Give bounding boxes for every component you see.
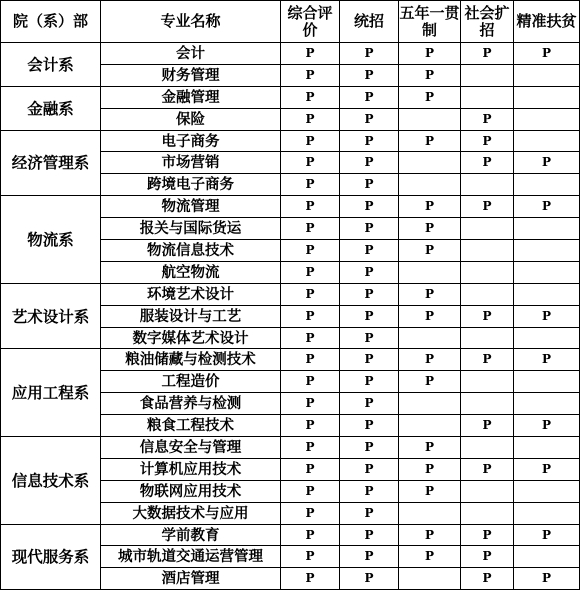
mark-cell: P xyxy=(340,349,399,371)
mark-cell: P xyxy=(340,437,399,459)
header-major: 专业名称 xyxy=(101,1,281,43)
mark-cell: P xyxy=(461,305,514,327)
mark-cell: P xyxy=(461,568,514,590)
mark-cell: P xyxy=(514,196,580,218)
mark-cell xyxy=(399,108,461,130)
mark-cell: P xyxy=(399,196,461,218)
department-cell: 经济管理系 xyxy=(1,130,101,196)
mark-cell xyxy=(461,502,514,524)
major-cell: 航空物流 xyxy=(101,261,281,283)
mark-cell: P xyxy=(399,305,461,327)
major-cell: 物流管理 xyxy=(101,196,281,218)
table-row xyxy=(1,437,580,459)
mark-cell xyxy=(461,371,514,393)
mark-cell xyxy=(514,480,580,502)
department-cell: 应用工程系 xyxy=(1,349,101,437)
table-row xyxy=(1,130,580,152)
mark-cell: P xyxy=(461,524,514,546)
mark-cell: P xyxy=(514,305,580,327)
table-header xyxy=(1,1,580,43)
mark-cell: P xyxy=(461,546,514,568)
mark-cell xyxy=(461,393,514,415)
mark-cell: P xyxy=(399,371,461,393)
mark-cell: P xyxy=(340,458,399,480)
table-row xyxy=(1,196,580,218)
major-cell: 电子商务 xyxy=(101,130,281,152)
mark-cell: P xyxy=(281,393,340,415)
header-comprehensive-eval: 综合评价 xyxy=(281,1,340,43)
mark-cell: P xyxy=(281,261,340,283)
mark-cell xyxy=(461,283,514,305)
mark-cell: P xyxy=(399,524,461,546)
mark-cell xyxy=(514,108,580,130)
mark-cell: P xyxy=(340,415,399,437)
mark-cell xyxy=(399,502,461,524)
mark-cell: P xyxy=(340,86,399,108)
mark-cell: P xyxy=(340,218,399,240)
mark-cell: P xyxy=(399,218,461,240)
mark-cell: P xyxy=(514,152,580,174)
mark-cell xyxy=(461,218,514,240)
major-cell: 信息安全与管理 xyxy=(101,437,281,459)
mark-cell: P xyxy=(514,524,580,546)
mark-cell: P xyxy=(340,393,399,415)
department-cell: 信息技术系 xyxy=(1,437,101,525)
major-cell: 大数据技术与应用 xyxy=(101,502,281,524)
mark-cell: P xyxy=(281,480,340,502)
mark-cell xyxy=(514,130,580,152)
major-cell: 保险 xyxy=(101,108,281,130)
mark-cell: P xyxy=(399,283,461,305)
mark-cell: P xyxy=(461,108,514,130)
mark-cell: P xyxy=(340,240,399,262)
table-body xyxy=(1,43,580,590)
department-cell: 现代服务系 xyxy=(1,524,101,590)
mark-cell: P xyxy=(281,218,340,240)
mark-cell: P xyxy=(461,130,514,152)
mark-cell: P xyxy=(281,524,340,546)
mark-cell: P xyxy=(281,349,340,371)
mark-cell: P xyxy=(281,86,340,108)
header-dept: 院（系）部 xyxy=(1,1,101,43)
mark-cell xyxy=(461,240,514,262)
major-cell: 服装设计与工艺 xyxy=(101,305,281,327)
mark-cell: P xyxy=(281,152,340,174)
mark-cell: P xyxy=(340,327,399,349)
major-cell: 环境艺术设计 xyxy=(101,283,281,305)
mark-cell xyxy=(514,393,580,415)
major-cell: 物流信息技术 xyxy=(101,240,281,262)
mark-cell xyxy=(514,546,580,568)
mark-cell: P xyxy=(340,152,399,174)
mark-cell xyxy=(514,64,580,86)
major-cell: 城市轨道交通运营管理 xyxy=(101,546,281,568)
mark-cell: P xyxy=(281,327,340,349)
mark-cell: P xyxy=(514,415,580,437)
mark-cell: P xyxy=(281,458,340,480)
major-cell: 工程造价 xyxy=(101,371,281,393)
header-social-expansion: 社会扩招 xyxy=(461,1,514,43)
mark-cell: P xyxy=(461,43,514,65)
mark-cell xyxy=(399,568,461,590)
mark-cell: P xyxy=(399,480,461,502)
mark-cell: P xyxy=(281,240,340,262)
mark-cell: P xyxy=(461,152,514,174)
major-cell: 数字媒体艺术设计 xyxy=(101,327,281,349)
mark-cell xyxy=(461,437,514,459)
mark-cell xyxy=(399,152,461,174)
mark-cell: P xyxy=(399,64,461,86)
mark-cell: P xyxy=(340,196,399,218)
major-cell: 酒店管理 xyxy=(101,568,281,590)
mark-cell: P xyxy=(340,130,399,152)
mark-cell: P xyxy=(281,174,340,196)
mark-cell xyxy=(514,327,580,349)
mark-cell: P xyxy=(461,196,514,218)
department-cell: 金融系 xyxy=(1,86,101,130)
mark-cell: P xyxy=(340,524,399,546)
mark-cell: P xyxy=(514,458,580,480)
mark-cell: P xyxy=(281,546,340,568)
table-row xyxy=(1,86,580,108)
mark-cell xyxy=(461,327,514,349)
mark-cell: P xyxy=(281,415,340,437)
header-poverty-targeted: 精准扶贫 xyxy=(514,1,580,43)
mark-cell xyxy=(461,64,514,86)
mark-cell: P xyxy=(399,349,461,371)
mark-cell: P xyxy=(514,43,580,65)
mark-cell xyxy=(514,174,580,196)
mark-cell: P xyxy=(340,261,399,283)
mark-cell: P xyxy=(281,108,340,130)
mark-cell xyxy=(514,371,580,393)
mark-cell: P xyxy=(340,305,399,327)
mark-cell xyxy=(514,502,580,524)
mark-cell xyxy=(514,218,580,240)
mark-cell: P xyxy=(340,283,399,305)
major-cell: 跨境电子商务 xyxy=(101,174,281,196)
mark-cell: P xyxy=(281,196,340,218)
major-cell: 计算机应用技术 xyxy=(101,458,281,480)
major-cell: 物联网应用技术 xyxy=(101,480,281,502)
mark-cell: P xyxy=(281,283,340,305)
mark-cell xyxy=(399,393,461,415)
mark-cell: P xyxy=(281,305,340,327)
mark-cell xyxy=(514,437,580,459)
major-cell: 粮食工程技术 xyxy=(101,415,281,437)
mark-cell: P xyxy=(340,43,399,65)
mark-cell: P xyxy=(461,415,514,437)
mark-cell: P xyxy=(281,568,340,590)
major-cell: 市场营销 xyxy=(101,152,281,174)
major-cell: 会计 xyxy=(101,43,281,65)
mark-cell: P xyxy=(399,437,461,459)
mark-cell: P xyxy=(340,480,399,502)
mark-cell xyxy=(461,261,514,283)
mark-cell: P xyxy=(281,130,340,152)
major-cell: 学前教育 xyxy=(101,524,281,546)
mark-cell xyxy=(461,174,514,196)
mark-cell: P xyxy=(340,546,399,568)
mark-cell: P xyxy=(399,458,461,480)
mark-cell: P xyxy=(340,64,399,86)
table-row xyxy=(1,283,580,305)
mark-cell: P xyxy=(461,349,514,371)
mark-cell: P xyxy=(281,437,340,459)
mark-cell xyxy=(461,480,514,502)
major-cell: 报关与国际货运 xyxy=(101,218,281,240)
mark-cell xyxy=(399,261,461,283)
mark-cell: P xyxy=(399,130,461,152)
major-cell: 食品营养与检测 xyxy=(101,393,281,415)
department-cell: 艺术设计系 xyxy=(1,283,101,349)
header-five-year-program: 五年一贯制 xyxy=(399,1,461,43)
mark-cell xyxy=(514,283,580,305)
mark-cell: P xyxy=(281,371,340,393)
mark-cell: P xyxy=(399,240,461,262)
mark-cell xyxy=(399,327,461,349)
mark-cell xyxy=(399,174,461,196)
mark-cell xyxy=(514,261,580,283)
table-row xyxy=(1,43,580,65)
mark-cell: P xyxy=(461,458,514,480)
table-row xyxy=(1,524,580,546)
mark-cell: P xyxy=(340,568,399,590)
mark-cell xyxy=(461,86,514,108)
mark-cell: P xyxy=(340,108,399,130)
major-cell: 金融管理 xyxy=(101,86,281,108)
mark-cell: P xyxy=(399,546,461,568)
mark-cell: P xyxy=(281,502,340,524)
table-row xyxy=(1,349,580,371)
mark-cell: P xyxy=(340,174,399,196)
department-cell: 物流系 xyxy=(1,196,101,284)
mark-cell: P xyxy=(399,43,461,65)
mark-cell: P xyxy=(514,349,580,371)
header-unified-admission: 统招 xyxy=(340,1,399,43)
mark-cell xyxy=(514,86,580,108)
mark-cell: P xyxy=(340,371,399,393)
mark-cell: P xyxy=(281,43,340,65)
department-cell: 会计系 xyxy=(1,43,101,87)
mark-cell: P xyxy=(340,502,399,524)
mark-cell: P xyxy=(399,86,461,108)
major-cell: 粮油储藏与检测技术 xyxy=(101,349,281,371)
mark-cell xyxy=(399,415,461,437)
mark-cell: P xyxy=(281,64,340,86)
mark-cell xyxy=(514,240,580,262)
mark-cell: P xyxy=(514,568,580,590)
major-cell: 财务管理 xyxy=(101,64,281,86)
